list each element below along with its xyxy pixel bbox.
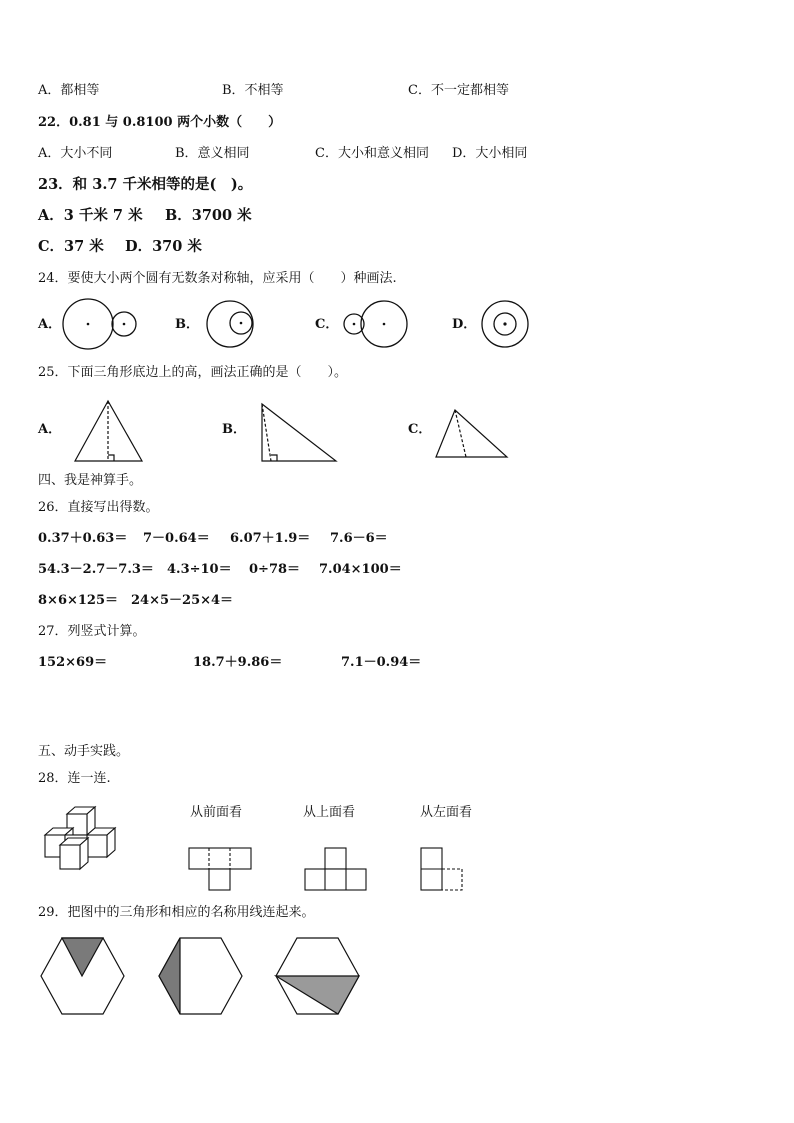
q26-r2-item: 4.3÷10＝ xyxy=(167,562,232,577)
q27-question: 27．列竖式计算。 xyxy=(38,624,146,639)
q24-question: 24．要使大小两个圆有无数条对称轴，应采用（ ）种画法. xyxy=(38,271,397,286)
q29-hexagon-1 xyxy=(41,938,124,1014)
q23-question: 23．和 3.7 千米相等的是( )。 xyxy=(38,176,253,193)
q22-option-d: D．大小相同 xyxy=(452,146,528,161)
q22-option-b: B．意义相同 xyxy=(175,146,250,161)
q26-r1-item: 7.6－6＝ xyxy=(330,531,388,546)
q26-r1-item: 6.07＋1.9＝ xyxy=(230,531,311,546)
q26-r1-item: 7－0.64＝ xyxy=(143,531,210,546)
q26-question: 26．直接写出得数。 xyxy=(38,500,159,515)
q28-view-left-label: 从左面看 xyxy=(420,805,473,820)
q22-question: 22．0.81 与 0.8100 两个小数（ ） xyxy=(38,115,282,130)
q25-question: 25．下面三角形底边上的高，画法正确的是（ ）。 xyxy=(38,365,348,380)
q28-question: 28．连一连. xyxy=(38,771,111,786)
section5-title: 五、动手实践。 xyxy=(38,744,130,759)
q26-r2-item: 0÷78＝ xyxy=(249,562,301,577)
q24-label-a: A． xyxy=(38,317,62,332)
q26-r3-item: 24×5－25×4＝ xyxy=(131,593,234,608)
q25-label-b: B． xyxy=(222,422,246,437)
q21-option-a: A．都相等 xyxy=(38,83,100,98)
q27-item: 152×69＝ xyxy=(38,655,108,670)
q29-hexagon-2 xyxy=(159,938,242,1014)
q26-r2-item: 7.04×100＝ xyxy=(319,562,402,577)
q27-item: 7.1－0.94＝ xyxy=(341,655,422,670)
q29-question: 29．把图中的三角形和相应的名称用线连起来。 xyxy=(38,905,315,920)
section4-title: 四、我是神算手。 xyxy=(38,473,143,488)
q26-r2-item: 54.3－2.7－7.3＝ xyxy=(38,562,154,577)
q25-label-c: C． xyxy=(408,422,432,437)
q22-option-a: A．大小不同 xyxy=(38,146,113,161)
q21-option-c: C．不一定都相等 xyxy=(408,83,509,98)
q29-hexagon-3 xyxy=(276,938,359,1014)
q28-view-top-label: 从上面看 xyxy=(303,805,356,820)
q23-option-b: B．3700 米 xyxy=(165,207,252,224)
q26-r3-item: 8×6×125＝ xyxy=(38,593,119,608)
q27-item: 18.7＋9.86＝ xyxy=(193,655,283,670)
q28-view-front-label: 从前面看 xyxy=(190,805,243,820)
q24-label-d: D． xyxy=(452,317,477,332)
q24-label-c: C． xyxy=(315,317,339,332)
q26-r1-item: 0.37＋0.63＝ xyxy=(38,531,128,546)
q21-option-b: B．不相等 xyxy=(222,83,284,98)
q23-option-c: C．37 米 xyxy=(38,238,104,255)
q23-option-a: A．3 千米 7 米 xyxy=(38,207,143,224)
q24-label-b: B． xyxy=(175,317,199,332)
q25-label-a: A． xyxy=(38,422,62,437)
q22-option-c: C．大小和意义相同 xyxy=(315,146,429,161)
q23-option-d: D．370 米 xyxy=(125,238,202,255)
